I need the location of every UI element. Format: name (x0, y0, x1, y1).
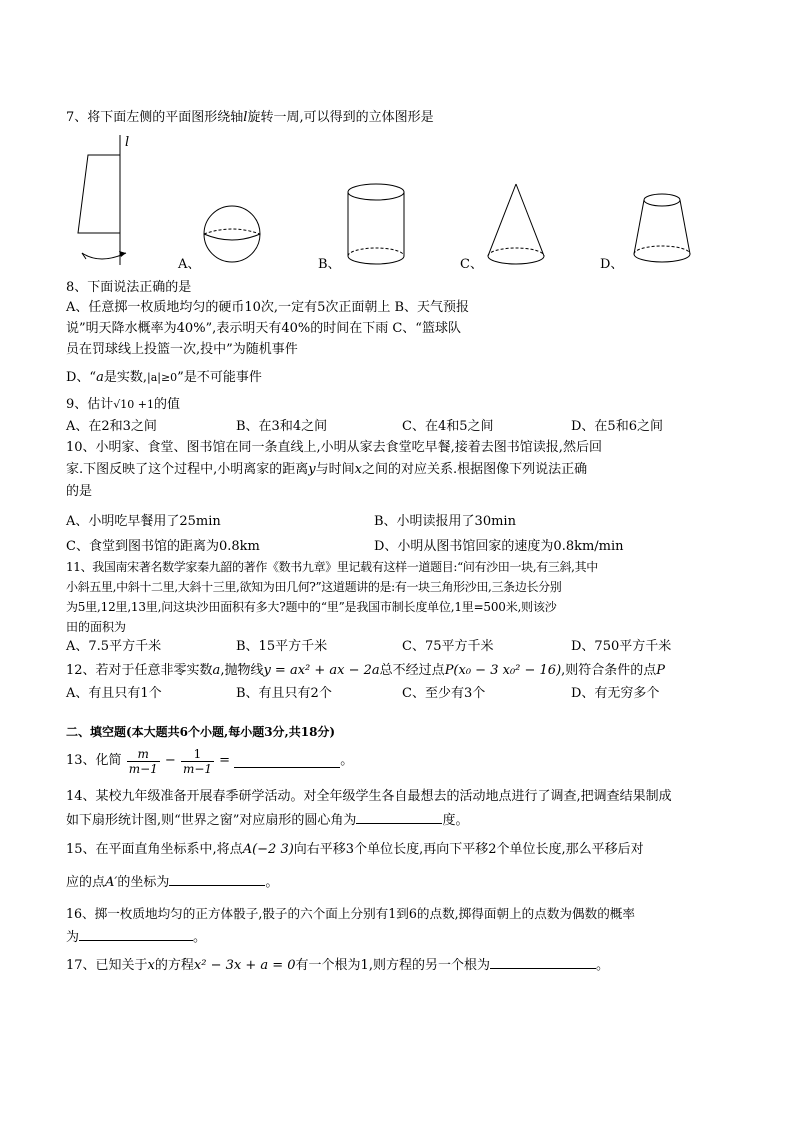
q7-plane-figure (70, 133, 140, 273)
q12-point: P(x₀ − 3 x₀² − 16) (444, 663, 562, 678)
q9-option-a: A、在2和3之间 (66, 419, 157, 434)
q8-line1: 8、下面说法正确的是 (66, 280, 192, 295)
q7-frustum-figure (628, 188, 698, 268)
q11-option-b: B、15平方千米 (236, 639, 328, 654)
q11-line2: 小斜五里,中斜十二里,大斜十三里,欲知为田几何?”这道题讲的是:有一块三角形沙田,三条边长分别 (66, 580, 562, 594)
q9-option-b: B、在3和4之间 (236, 419, 328, 434)
q12-option-a: A、有且只有1个 (66, 686, 162, 701)
q7-option-a: A、 (178, 257, 201, 272)
q8-line5-e: ”是不可能事件 (177, 370, 262, 385)
q13-line (66, 746, 353, 777)
q15-line1-b: 向右平移3个单位长度,再向下平移2个单位长度,那么平移后对 (293, 842, 644, 857)
q7-stem (66, 110, 434, 126)
q12-option-d: D、有无穷多个 (571, 686, 660, 701)
q10-var-y: y (308, 462, 316, 477)
q15-line2-a: 应的点 (66, 875, 106, 890)
q7-option-c: C、 (460, 257, 483, 272)
q12-option-b: B、有且只有2个 (236, 686, 332, 701)
q7-sphere-figure (198, 200, 268, 270)
q14-answer-blank[interactable] (356, 811, 442, 824)
q13-answer-blank[interactable] (234, 755, 340, 768)
q7-option-d: D、 (600, 257, 624, 272)
q10-option-c: C、食堂到图书馆的距离为0.8km (66, 539, 260, 554)
q11-option-d: D、750平方千米 (571, 639, 672, 654)
q17-equation: x² − 3x + a = 0 (193, 958, 296, 973)
q8-line4: 员在罚球线上投篮一次,投中”为随机事件 (66, 342, 298, 357)
q7-cylinder-figure (342, 180, 412, 270)
q15-line1 (66, 842, 644, 858)
q12-var-a: a (212, 663, 221, 678)
q10-line2-a: 家.下图反映了这个过程中,小明离家的距离 (66, 462, 309, 477)
q7-option-b: B、 (318, 257, 341, 272)
q10-line2-c: 与时间 (315, 462, 355, 477)
q17-line-a: 17、已知关于 (66, 958, 148, 973)
q9-option-c: C、在4和5之间 (402, 419, 494, 434)
section2-heading: 二、填空题(本大题共6个小题,每小题3分,共18分) (66, 725, 336, 739)
q9-stem-text: 9、估计 (66, 397, 114, 412)
q13-fraction-2 (181, 747, 214, 776)
q12-option-c: C、至少有3个 (402, 686, 486, 701)
q8-line5-expr: |a|≥0 (146, 371, 178, 384)
q12-stem-d: 总不经过点 (379, 663, 445, 678)
q13-frac1-den: m−1 (128, 761, 158, 776)
q17-var: x (147, 958, 155, 973)
q10-line2 (66, 462, 587, 478)
q11-option-c: C、75平方千米 (402, 639, 494, 654)
q13-frac1-num: m (127, 747, 160, 762)
q10-line2-e: 之间的对应关系.根据图像下列说法正确 (361, 462, 588, 477)
q12-var-p: P (656, 663, 666, 678)
q10-var-x: x (354, 462, 362, 477)
q8-line5-a: D、“ (66, 370, 97, 385)
q15-point-a: A(−2 3) (242, 842, 294, 857)
q16-answer-blank[interactable] (79, 928, 193, 941)
q14-line2-b: 度。 (442, 813, 469, 828)
q10-option-b: B、小明读报用了30min (374, 514, 516, 529)
q7-cone-figure (482, 180, 552, 270)
q8-line5-c: 是实数, (103, 370, 147, 385)
q15-line2 (66, 873, 278, 891)
q13-frac2-num: 1 (181, 747, 214, 762)
q15-end: 。 (265, 875, 279, 890)
q14-line2-a: 如下扇形统计图,则“世界之窗”对应扇形的圆心角为 (66, 813, 357, 828)
q17-line-b: 的方程 (154, 958, 194, 973)
q8-line5-var: a (96, 370, 104, 385)
q15-answer-blank[interactable] (169, 873, 265, 886)
q13-fraction-1 (127, 747, 160, 776)
q8-line5 (66, 370, 262, 386)
q9-expr: √10 +1 (113, 398, 154, 411)
q10-line3: 的是 (66, 484, 93, 499)
q16-line1: 16、掷一枚质地均匀的正方体骰子,骰子的六个面上分别有1到6的点数,掷得面朝上的点数为偶数的概率 (66, 906, 635, 921)
q10-option-a: A、小明吃早餐用了25min (66, 514, 221, 529)
q7-axis: l (243, 110, 248, 125)
q10-option-d: D、小明从图书馆回家的速度为0.8km/min (374, 539, 624, 554)
q17-answer-blank[interactable] (490, 956, 596, 969)
q9-option-d: D、在5和6之间 (571, 419, 663, 434)
q16-line2 (66, 928, 206, 946)
q10-line1: 10、小明家、食堂、图书馆在同一条直线上,小明从家去食堂吃早餐,接着去图书馆读报,然后回 (66, 440, 602, 455)
q13-stem: 13、化简 (66, 753, 122, 768)
q11-line1: 11、我国南宋著名数学家秦九韶的著作《数书九章》里记载有这样一道题目:“问有沙田一块,有三斜,其中 (66, 560, 598, 574)
q11-option-a: A、7.5平方千米 (66, 639, 162, 654)
q15-line2-b: 的坐标为 (117, 875, 170, 890)
q12-stem-c: ,抛物线 (220, 663, 264, 678)
q12-parabola-expr: y = ax² + ax − 2a (263, 663, 380, 678)
q11-line3: 为5里,12里,13里,问这块沙田面积有多大?题中的“里”是我国市制长度单位,1里=500米,则该沙 (66, 600, 557, 614)
q14-line1: 14、某校九年级准备开展春季研学活动。对全年级学生各自最想去的活动地点进行了调查,把调查结果制成 (66, 789, 672, 804)
q12-stem-e: ,则符合条件的点 (561, 663, 657, 678)
q7-axis-label: l (125, 135, 130, 150)
q11-line4: 田的面积为 (66, 620, 127, 634)
q17-end: 。 (595, 958, 609, 973)
q9-stem (66, 397, 180, 413)
q16-end: 。 (193, 930, 207, 945)
q8-line2: A、任意掷一枚质地均匀的硬币10次,一定有5次正面朝上 B、天气预报 (66, 300, 470, 315)
q7-stem-text: 7、将下面左侧的平面图形绕轴 (66, 110, 244, 125)
q14-line2 (66, 811, 468, 829)
q15-point-a-prime: A′ (105, 875, 118, 890)
q13-end: 。 (340, 753, 354, 768)
q9-stem-text2: 的值 (154, 397, 181, 412)
q7-stem-text2: 旋转一周,可以得到的立体图形是 (247, 110, 434, 125)
q13-eq: = (219, 753, 231, 768)
q15-line1-a: 15、在平面直角坐标系中,将点 (66, 842, 243, 857)
q13-minus: − (164, 753, 176, 768)
q12-stem-a: 12、若对于任意非零实数 (66, 663, 213, 678)
q13-frac2-den: m−1 (182, 761, 213, 776)
q8-line3: 说”明天降水概率为40%”,表示明天有40%的时间在下雨 C、“篮球队 (66, 321, 461, 336)
q16-line2-a: 为 (66, 930, 80, 945)
q17-line-c: 有一个根为1,则方程的另一个根为 (295, 958, 490, 973)
q12-stem (66, 663, 665, 679)
q17-line (66, 956, 609, 974)
